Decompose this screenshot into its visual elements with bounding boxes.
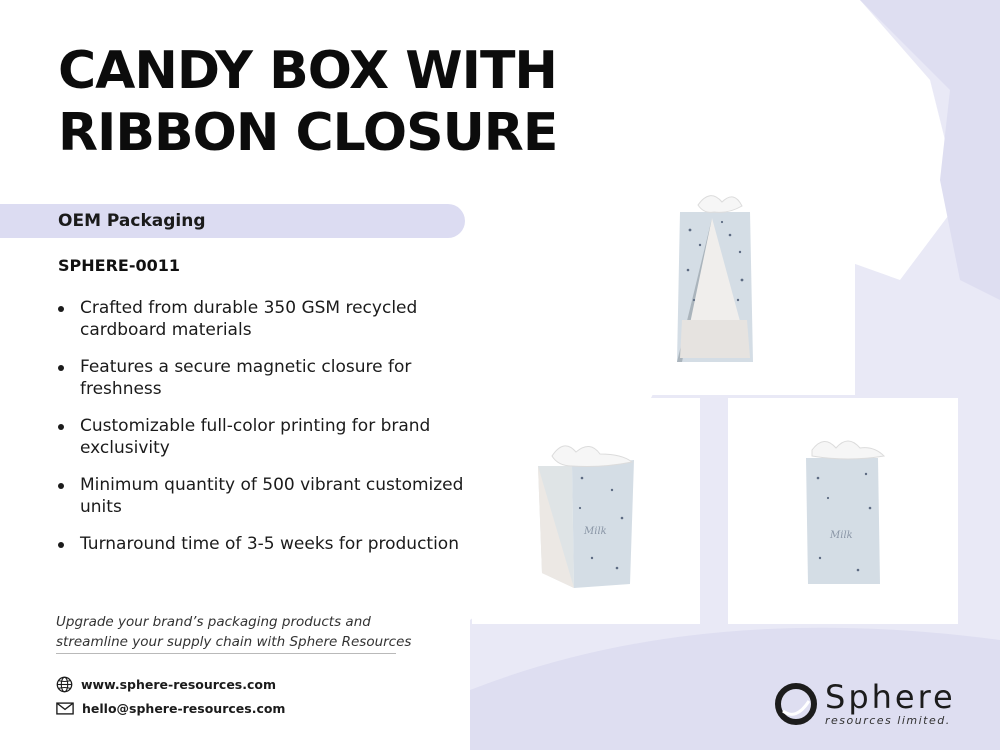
title-line-1: CANDY BOX WITH [58, 41, 557, 101]
website-link[interactable]: www.sphere-resources.com [81, 677, 277, 692]
logo-subtitle: resources limited. [825, 714, 951, 727]
feature-item: Turnaround time of 3-5 weeks for production [56, 533, 486, 555]
category-label: OEM Packaging [58, 211, 206, 231]
candy-box-front-illustration [610, 150, 855, 395]
product-sku: SPHERE-0011 [58, 256, 180, 275]
product-photo-front [610, 150, 855, 395]
divider [56, 653, 396, 654]
candy-box-angled-illustration [472, 398, 700, 624]
title-line-2: RIBBON CLOSURE [58, 103, 558, 163]
category-banner [0, 204, 465, 238]
feature-list [56, 297, 486, 570]
feature-item: Features a secure magnetic closure for freshness [56, 356, 486, 400]
candy-box-back-illustration [728, 398, 958, 624]
box-label-text: Milk [584, 526, 607, 537]
feature-item: Minimum quantity of 500 vibrant customized units [56, 474, 486, 518]
contact-email[interactable] [56, 701, 285, 716]
contact-website[interactable] [56, 676, 276, 693]
logo-wordmark [825, 678, 956, 727]
logo-name: Sphere [825, 678, 956, 716]
feature-item: Crafted from durable 350 GSM recycled cardboard materials [56, 297, 486, 341]
globe-icon [56, 676, 73, 693]
email-link[interactable]: hello@sphere-resources.com [82, 701, 286, 716]
product-photo-back [728, 398, 958, 624]
brand-logo [773, 678, 956, 727]
tagline-line-1: Upgrade your brand’s packaging products and [56, 614, 371, 630]
product-photo-angled [472, 398, 700, 624]
tagline [56, 612, 436, 652]
box-label-text: Milk [830, 530, 853, 541]
page-title [58, 40, 557, 164]
feature-item: Customizable full-color printing for brand exclusivity [56, 415, 486, 459]
tagline-line-2: streamline your supply chain with Sphere Resources [56, 634, 412, 650]
envelope-icon [56, 702, 74, 715]
sphere-logo-icon [773, 681, 819, 727]
